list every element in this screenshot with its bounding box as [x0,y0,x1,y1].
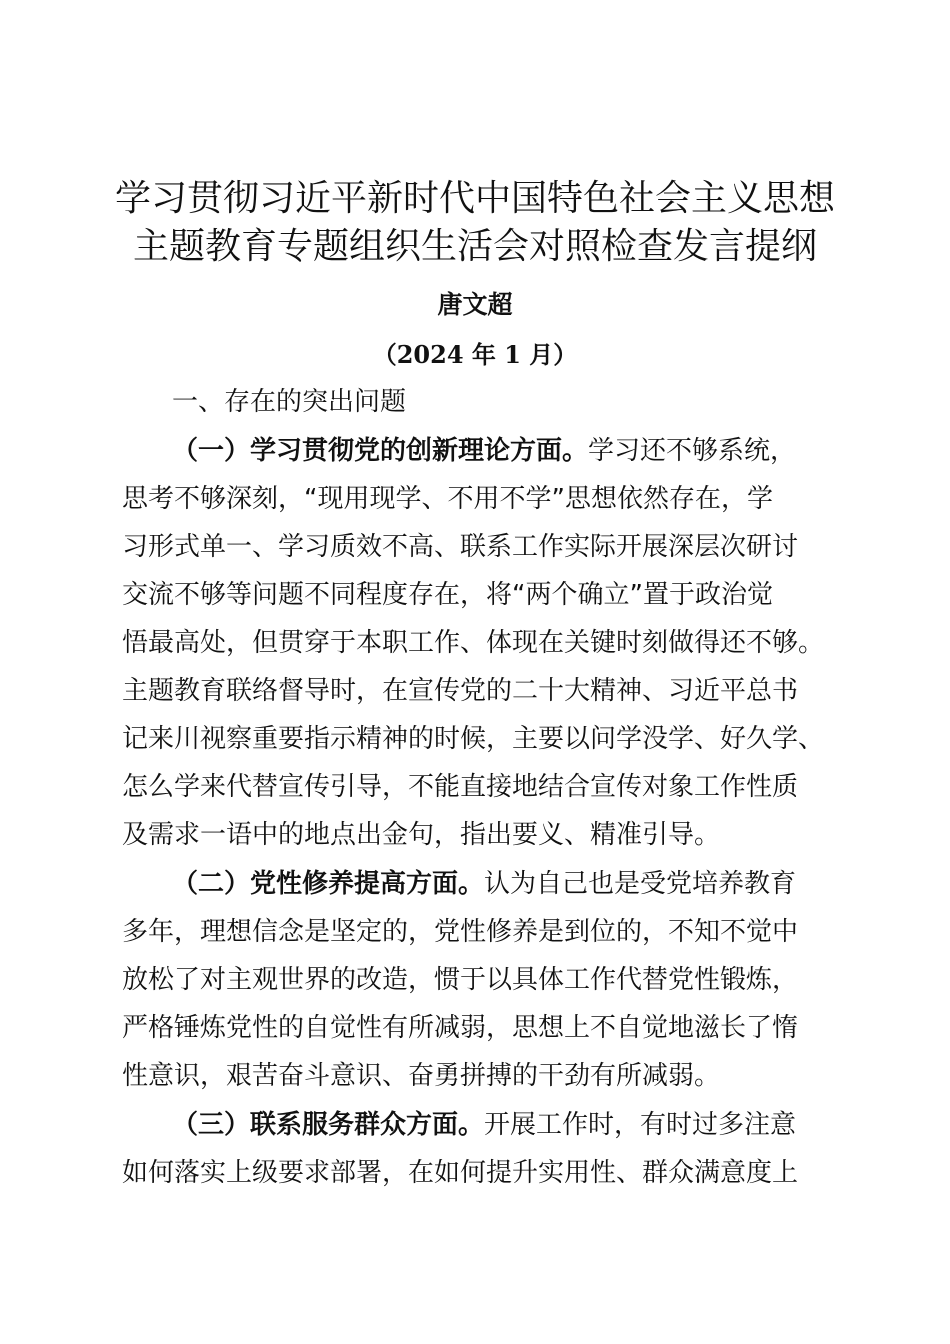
paragraph-3-text: 开展工作时，有时过多注意 [484,1110,797,1140]
paragraph-3-line-2: 如何落实上级要求部署，在如何提升实用性、群众满意度上 [122,1158,799,1188]
paragraph-2-line-2: 多年，理想信念是坚定的，党性修养是到位的，不知不觉中 [122,917,799,947]
paragraph-1-line-8: 怎么学来代替宣传引导，不能直接地结合宣传对象工作性质 [122,772,799,802]
section-heading: 一、存在的突出问题 [172,387,407,417]
paragraph-1-line-7: 记来川视察重要指示精神的时候，主要以问学没学、好久学、 [122,724,825,754]
document-title-line-2: 主题教育专题组织生活会对照检查发言提纲 [132,226,817,267]
paragraph-2-line-5: 性意识，艰苦奋斗意识、奋勇拼搏的干劲有所减弱。 [122,1061,721,1091]
paragraph-2-line-1 [172,866,796,902]
paragraph-1-lead: （一）学习贯彻党的创新理论方面。 [172,436,589,466]
paragraph-1-line-5: 悟最高处，但贯穿于本职工作、体现在关键时刻做得还不够。 [122,628,825,658]
paragraph-2-line-3: 放松了对主观世界的改造，惯于以具体工作代替党性锻炼， [122,965,799,995]
paragraph-1-text: 学习还不够系统， [588,436,797,466]
paragraph-1-line-4: 交流不够等问题不同程度存在，将“两个确立”置于政治觉 [122,580,773,610]
paragraph-1-line-1 [172,433,796,469]
paragraph-1-line-9: 及需求一语中的地点出金句，指出要义、精准引导。 [122,820,721,850]
paragraph-2-text: 认为自己也是受党培养教育 [484,869,797,899]
paragraph-2-lead: （二）党性修养提高方面。 [172,869,485,899]
document-date: （2024 年 1 月） [372,340,578,369]
paragraph-3-line-1 [172,1107,796,1143]
document-title-line-1: 学习贯彻习近平新时代中国特色社会主义思想 [114,178,835,219]
paragraph-1-line-3: 习形式单一、学习质效不高、联系工作实际开展深层次研讨 [122,532,799,562]
author-name: 唐文超 [437,290,513,319]
paragraph-3-lead: （三）联系服务群众方面。 [172,1110,485,1140]
paragraph-1-line-6: 主题教育联络督导时，在宣传党的二十大精神、习近平总书 [122,676,799,706]
paragraph-2-line-4: 严格锤炼党性的自觉性有所减弱，思想上不自觉地滋长了惰 [122,1013,799,1043]
paragraph-1-line-2: 思考不够深刻，“现用现学、不用不学”思想依然存在，学 [122,484,773,514]
